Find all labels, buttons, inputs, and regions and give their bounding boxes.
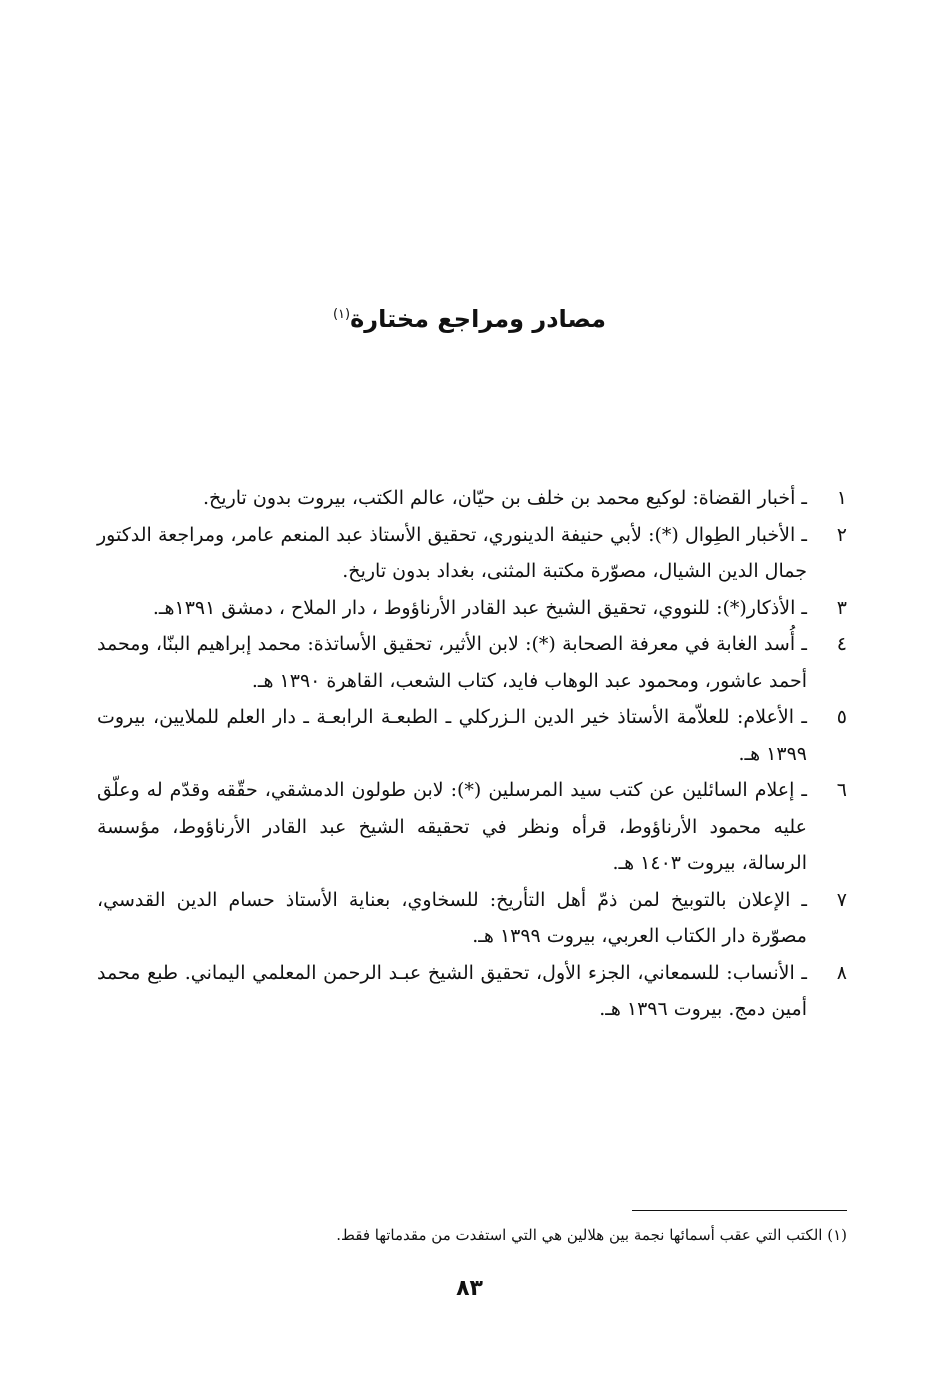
reference-entry-7 <box>97 882 847 955</box>
footnote: (١) الكتب التي عقب أسمائها نجمة بين هلالين هي التي استفدت من مقدماتها فقط. <box>336 1226 847 1244</box>
reference-number: ٣ <box>836 596 847 619</box>
reference-entry-4 <box>97 626 847 699</box>
reference-entry-5 <box>97 699 847 772</box>
page-title-text: مصادر ومراجع مختارة <box>350 305 607 333</box>
reference-number: ٥ <box>836 706 847 728</box>
page-title <box>0 305 939 333</box>
reference-entry-8 <box>97 955 847 1028</box>
reference-text: ـ الأخبار الطِوال (*): لأبي حنيفة الدينوري، تحقيق الأستاذ عبد المنعم عامر، ومراجعة الدكتور جمال الدين الشيال، مصوّرة مكتبة المثنى، بغداد بدون تاريخ. <box>97 523 807 582</box>
reference-number: ٤ <box>836 633 847 655</box>
title-footnote-marker: (١) <box>332 307 351 322</box>
reference-entry-3 <box>97 590 847 627</box>
reference-text: ـ الأعلام: للعلاّمة الأستاذ خير الدين الـزركلي ـ الطبعـة الرابعـة ـ دار العلم للملايين، بيروت ١٣٩٩ هـ. <box>97 706 807 765</box>
reference-number: ٢ <box>836 523 847 546</box>
reference-entry-2 <box>97 517 847 590</box>
reference-number: ٦ <box>836 779 847 801</box>
reference-text: ـ إعلام السائلين عن كتب سيد المرسلين (*): لابن طولون الدمشقي، حقّقه وقدّم له وعلّق عليه محمود الأرناؤوط، قرأه ونظر في تحقيقه الشيخ عبد القادر الأرناؤوط، مؤسسة الرسالة، بيروت ١٤٠٣ هـ. <box>97 779 807 874</box>
reference-number: ١ <box>836 487 847 509</box>
references-list <box>97 480 847 1028</box>
reference-text: ـ الأذكار(*): للنووي، تحقيق الشيخ عبد القادر الأرناؤوط ، دار الملاح ، دمشق ١٣٩١هـ. <box>152 596 807 619</box>
reference-number: ٧ <box>836 888 847 911</box>
reference-text: ـ الأنساب: للسمعاني، الجزء الأول، تحقيق الشيخ عبـد الرحمن المعلمي اليماني. طبع محمد أمين دمج. بيروت ١٣٩٦ هـ. <box>97 961 807 1020</box>
reference-entry-1 <box>97 480 847 517</box>
footnote-divider <box>632 1210 847 1211</box>
reference-text: ـ أُسد الغابة في معرفة الصحابة (*): لابن الأثير، تحقيق الأساتذة: محمد إبراهيم البنّا، ومحمد أحمد عاشور، ومحمود عبد الوهاب فايد، كتاب الشعب، القاهرة ١٣٩٠ هـ. <box>97 633 807 692</box>
reference-text: ـ الإعلان بالتوبيخ لمن ذمّ أهل التأريخ: للسخاوي، بعناية الأستاذ حسام الدين القدسي، مصوّرة دار الكتاب العربي، بيروت ١٣٩٩ هـ. <box>97 888 807 947</box>
page-number: ٨٣ <box>456 1276 483 1301</box>
reference-text: ـ أخبار القضاة: لوكيع محمد بن خلف بن حيّان، عالم الكتب، بيروت بدون تاريخ. <box>202 487 807 509</box>
reference-entry-6 <box>97 772 847 882</box>
reference-number: ٨ <box>836 961 847 984</box>
